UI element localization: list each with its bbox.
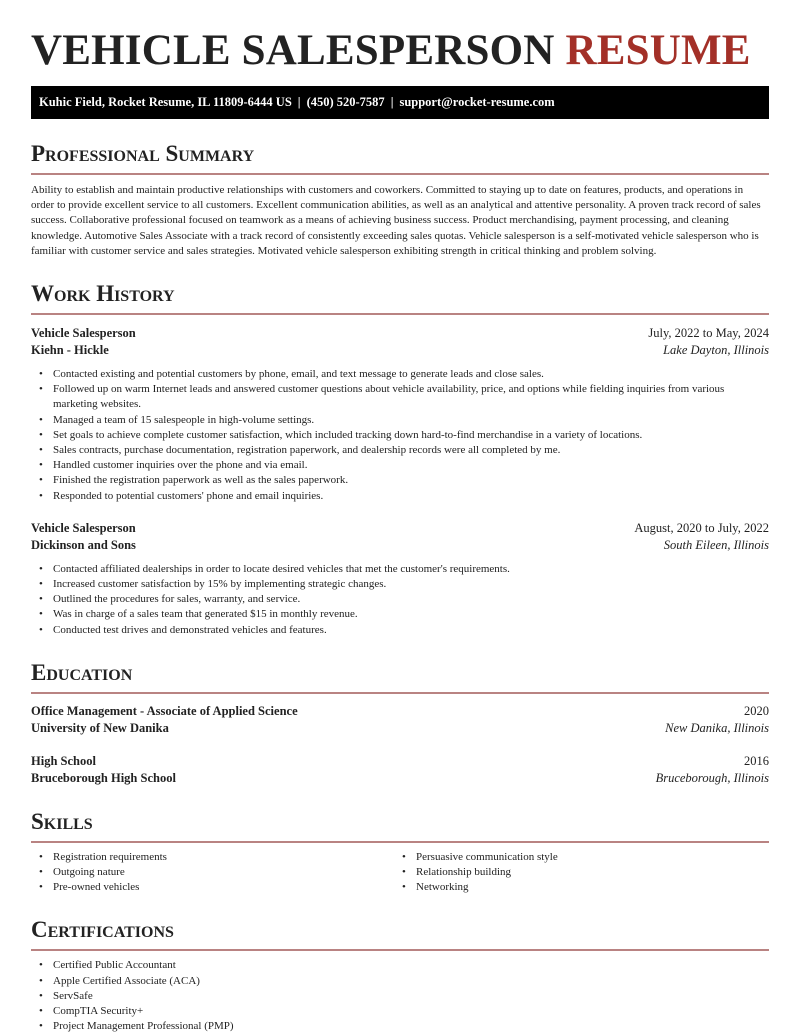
education-list <box>31 703 769 787</box>
education-location: New Danika, Illinois <box>665 720 769 735</box>
separator: | <box>390 95 394 109</box>
bullet-item: • Sales contracts, purchase documentation, registration paperwork, and dealership records were all completed by me. <box>31 443 769 458</box>
row <box>31 325 769 342</box>
job-bullets <box>31 367 769 504</box>
bullet-item: • Managed a team of 15 salespeople in high-volume settings. <box>31 413 769 428</box>
bullet-item: • Conducted test drives and demonstrated vehicles and features. <box>31 623 769 638</box>
skills-column-right <box>394 850 757 896</box>
skill-item: • Outgoing nature <box>31 865 394 880</box>
education-entry <box>31 753 769 787</box>
contact-address: Kuhic Field, Rocket Resume, IL 11809-6444 US <box>39 95 292 109</box>
education-degree: Office Management - Associate of Applied Science <box>31 703 298 718</box>
resume-title <box>31 28 769 74</box>
job-bullets <box>31 562 769 638</box>
section-heading-skills: Skills <box>31 809 769 843</box>
education-year: 2020 <box>744 703 769 718</box>
row <box>31 342 769 359</box>
bullet-item: • Set goals to achieve complete customer satisfaction, which included tracking down hard-to-find merchandise in a variety of locations. <box>31 428 769 443</box>
row <box>31 720 769 737</box>
section-heading-work: Work History <box>31 281 769 315</box>
title-main: VEHICLE SALESPERSON <box>31 27 555 74</box>
bullet-item: • Responded to potential customers' phone and email inquiries. <box>31 489 769 504</box>
bullet-item: • Followed up on warm Internet leads and answered customer questions about vehicle availability, price, and options while fielding inquiries from various marketing websites. <box>31 382 769 412</box>
row <box>31 537 769 554</box>
contact-email[interactable]: support@rocket-resume.com <box>399 95 555 109</box>
separator: | <box>297 95 301 109</box>
work-history <box>31 325 769 638</box>
education-entry <box>31 703 769 737</box>
skill-item: • Persuasive communication style <box>394 850 757 865</box>
skill-item: • Registration requirements <box>31 850 394 865</box>
job-company: Kiehn - Hickle <box>31 343 109 358</box>
education-school: Bruceborough High School <box>31 770 176 785</box>
job-entry <box>31 325 769 504</box>
job-title: Vehicle Salesperson <box>31 520 136 535</box>
job-dates: July, 2022 to May, 2024 <box>648 326 769 341</box>
title-accent: RESUME <box>565 27 751 74</box>
education-school: University of New Danika <box>31 720 169 735</box>
skill-item: • Relationship building <box>394 865 757 880</box>
education-degree: High School <box>31 753 96 768</box>
job-location: South Eileen, Illinois <box>663 537 769 552</box>
certification-item: • Project Management Professional (PMP) <box>31 1019 769 1034</box>
summary-text: Ability to establish and maintain productive relationships with customers and coworkers. Committed to staying up to date on features, products, and operations in order to provide excellent service to all customers. Excellent communication abilities, as well as an analytical and attentive personality. A proven track record of sales success. Collaborative professional focused on teamwork as a means of achieving business success. Product merchandising, payment processing, and cleaning knowledge. Automotive Sales Associate with a track record of consistently exceeding sales quotas. Vehicle salesperson is a self-motivated vehicle salesperson who is familiar with customer service and sales strategies. Motivated vehicle salesperson exhibiting strength in critical thinking and problem solving. <box>31 184 761 257</box>
skill-item: • Networking <box>394 880 757 895</box>
job-title: Vehicle Salesperson <box>31 326 136 341</box>
row <box>31 753 769 770</box>
skills-list <box>31 850 769 896</box>
certifications-list <box>31 958 769 1034</box>
bullet-item: • Contacted affiliated dealerships in order to locate desired vehicles that met the customer's requirements. <box>31 562 769 577</box>
job-location: Lake Dayton, Illinois <box>663 343 769 358</box>
section-heading-certifications: Certifications <box>31 917 769 951</box>
job-dates: August, 2020 to July, 2022 <box>634 520 769 535</box>
bullet-item: • Outlined the procedures for sales, warranty, and service. <box>31 592 769 607</box>
job-entry <box>31 520 769 638</box>
education-location: Bruceborough, Illinois <box>655 770 769 785</box>
section-heading-education: Education <box>31 660 769 694</box>
certification-item: • Apple Certified Associate (ACA) <box>31 974 769 989</box>
bullet-item: • Increased customer satisfaction by 15% by implementing strategic changes. <box>31 577 769 592</box>
certification-item: • Certified Public Accountant <box>31 958 769 973</box>
contact-phone: (450) 520-7587 <box>306 95 385 109</box>
contact-bar <box>31 86 769 119</box>
section-heading-summary: Professional Summary <box>31 141 769 175</box>
education-year: 2016 <box>744 753 769 768</box>
skill-item: • Pre-owned vehicles <box>31 880 394 895</box>
job-company: Dickinson and Sons <box>31 537 136 552</box>
row <box>31 520 769 537</box>
bullet-item: • Finished the registration paperwork as well as the sales paperwork. <box>31 473 769 488</box>
certification-item: • ServSafe <box>31 989 769 1004</box>
row <box>31 703 769 720</box>
skills-column-left <box>31 850 394 896</box>
bullet-item: • Contacted existing and potential customers by phone, email, and text message to generate leads and close sales. <box>31 367 769 382</box>
certification-item: • CompTIA Security+ <box>31 1004 769 1019</box>
row <box>31 770 769 787</box>
bullet-item: • Handled customer inquiries over the phone and via email. <box>31 458 769 473</box>
bullet-item: • Was in charge of a sales team that generated $15 in monthly revenue. <box>31 607 769 622</box>
